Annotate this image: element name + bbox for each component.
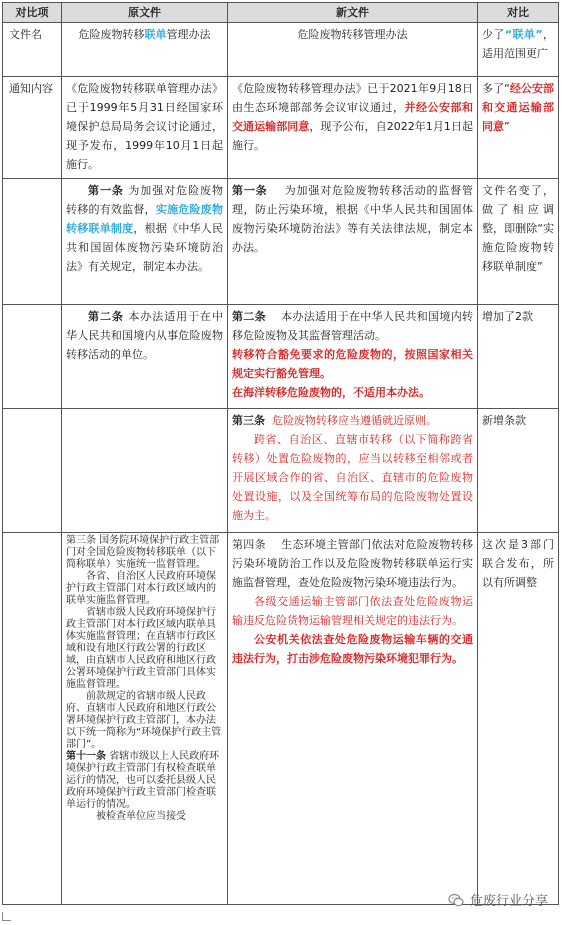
header-original-file: 原文件	[62, 3, 228, 23]
text-paragraph: 前款规定的省辖市级人民政府、直辖市人民政府和地区行政公署环境保护行政主管部门，本办法以下统一简称为“环境保护行政主管部门”。	[66, 691, 222, 750]
highlight-text: 转移符合豁免要求的危险废物的，按照国家相关规定实行豁免管理。	[232, 348, 473, 380]
comparison-cell	[478, 23, 559, 77]
article-number: 第二条	[88, 310, 124, 323]
highlight-text: 在海洋转移危险废物的，不适用本办法。	[232, 386, 430, 399]
highlight-text: 实施危险废物转移联单制度	[66, 203, 224, 235]
highlight-text: 公安机关依法查处危险废物运输车辆的交通违法行为，打击涉危险废物污染环境犯罪行为。	[232, 633, 473, 665]
highlight-text: 各级交通运输主管部门依法查处危险废物运输违反危险货物运输管理相关规定的违法行为。	[232, 595, 473, 627]
corner-mark	[2, 912, 11, 921]
new-cell	[228, 409, 478, 533]
text-segment: ”	[504, 120, 510, 133]
text-segment: ，根据《中华人民共和国固体废物污染环境防治法》有关规定，制定本办法。	[66, 222, 224, 273]
row-label-empty	[3, 305, 62, 409]
comparison-cell	[478, 77, 559, 179]
new-cell: 危险废物转移管理办法	[228, 23, 478, 77]
text-segment: 多了“	[482, 82, 510, 95]
text-segment: 危险废物转移	[78, 28, 145, 41]
row-label-empty	[3, 533, 62, 905]
comparison-table	[2, 2, 559, 905]
highlight-text: 并经公安部和交通运输部同意	[232, 101, 473, 133]
row-label: 通知内容	[3, 77, 62, 179]
text-segment: 《危险废物转移管理办法》已于2021年9月18日由生态环境部部务会议审议通过，	[232, 82, 473, 114]
article-number: 第十一条	[66, 751, 106, 762]
table-row	[3, 77, 559, 179]
watermark	[448, 890, 548, 909]
header-compare-item: 对比项	[3, 3, 62, 23]
table-row	[3, 533, 559, 905]
new-cell	[228, 77, 478, 179]
watermark-text: 危废行业分享	[469, 894, 548, 909]
new-cell	[228, 305, 478, 409]
highlight-text: 跨省、自治区、直辖市转移（以下简称跨省转移）处置危险废物的，应当以转移至相邻或者开展区域合作的省、自治区、直辖市的危险废物处置设施，以及全国统筹布局的危险废物处置设施为主。	[232, 433, 473, 522]
row-label-empty	[3, 409, 62, 533]
article-number: 第四条	[232, 538, 266, 551]
text-segment: 为加强对危险废物转移的有效监督，	[66, 184, 224, 216]
text-segment: 为加强对危险废物转移活动的监督管理，防止污染环境，根据《中华人民共和国固体废物污染环境防治法》等有关法律法规，制定本办法。	[232, 184, 474, 254]
text-segment: 管理办法	[166, 28, 211, 41]
article-number: 第二条	[232, 310, 266, 323]
text-segment: ，现予公布，自2022年1月1日起施行。	[232, 120, 473, 152]
new-cell	[228, 179, 478, 305]
article-number: 第一条	[232, 184, 268, 197]
highlight-text: 经公安部和交通运输部同意	[482, 82, 555, 133]
original-cell	[62, 23, 228, 77]
text-segment: 省辖市级以上人民政府环境保护行政主管部门有权检查联单运行的情况，也可以委托县级人民政府环境保护行政主管部门检查联单运行的情况。	[66, 751, 220, 810]
highlight-text: “联单”	[504, 28, 543, 41]
text-paragraph: 第三条 国务院环境保护行政主管部门对全国危险废物转移联单（以下简称联单）实施统一监督管理。	[66, 535, 220, 570]
original-cell-empty	[62, 409, 228, 533]
table-header-row	[3, 3, 559, 23]
text-paragraph: 各省、自治区人民政府环境保护行政主管部门对本行政区域内的联单实施监督管理。	[66, 571, 216, 606]
text-paragraph: 被检查单位应当接受	[96, 811, 186, 822]
comparison-cell: 文件名变了，做了相应调整，即删除“实施危险废物转移联单制度”	[478, 179, 559, 305]
text-segment: 本办法适用于在中华人民共和国境内从事危险废物转移活动的单位。	[66, 310, 224, 361]
table-row	[3, 179, 559, 305]
header-comparison: 对比	[478, 3, 559, 23]
table-row	[3, 23, 559, 77]
highlight-text: 危险废物转移应当遵循就近原则。	[272, 414, 437, 427]
original-cell	[62, 533, 228, 905]
text-segment: 本办法适用于在中华人民共和国境内转移危险废物及其监督管理活动。	[232, 310, 474, 342]
original-cell	[62, 179, 228, 305]
text-segment: 生态环境主管部门依法对危险废物转移污染环境防治工作以及危险废物转移联单运行实施监督管理，查处危险废物污染环境违法行为。	[232, 538, 474, 589]
header-new-file: 新文件	[228, 3, 478, 23]
wechat-icon	[448, 892, 464, 908]
original-cell	[62, 305, 228, 409]
article-number: 第一条	[88, 184, 124, 197]
table-row	[3, 305, 559, 409]
comparison-cell: 这次是3部门联合发布，所以有所调整	[478, 533, 559, 905]
original-cell: 《危险废物转移联单管理办法》已于1999年5月31日经国家环境保护总局局务会议讨论通过，现予发布，1999年10月1日起施行。	[62, 77, 228, 179]
text-segment: 少了	[482, 28, 505, 41]
new-cell	[228, 533, 478, 905]
article-number: 第三条	[232, 414, 265, 427]
row-label: 文件名	[3, 23, 62, 77]
table-row	[3, 409, 559, 533]
comparison-cell: 增加了2款	[478, 305, 559, 409]
text-segment: ，适用范围更广	[482, 28, 554, 60]
row-label-empty	[3, 179, 62, 305]
text-paragraph: 省辖市级人民政府环境保护行政主管部门对本行政区域内联单具体实施监督管理；在直辖市行政区域和设有地区行政公署的行政区域，由直辖市人民政府和地区行政公署环境保护行政主管部门具体实施监督管理。	[66, 607, 216, 690]
comparison-cell: 新增条款	[478, 409, 559, 533]
highlight-text: 联单	[144, 28, 167, 41]
